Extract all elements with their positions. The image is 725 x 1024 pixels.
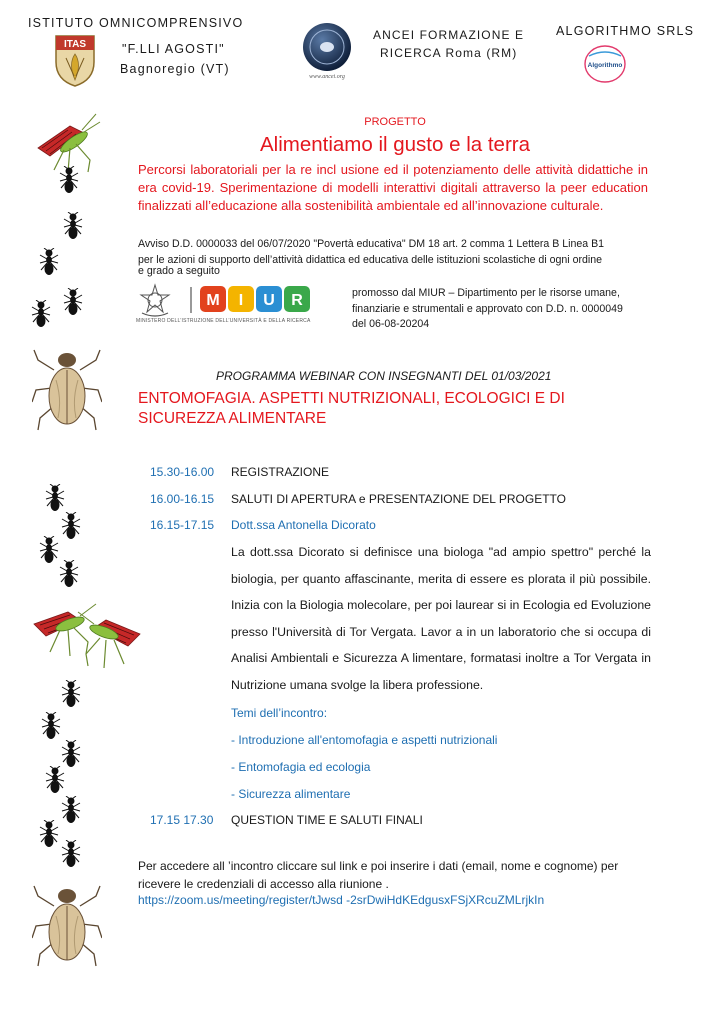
itas-logo-text: ITAS bbox=[63, 39, 87, 50]
ant-icon bbox=[40, 712, 62, 740]
access-instructions: Per accedere all ’incontro cliccare sul link e poi inserire i dati (email, nome e cognome) per ricevere le credenziali di accesso alla riunione . bbox=[138, 859, 619, 891]
project-description: Percorsi laboratoriali per la re incl usione ed il potenziamento delle attività didattiche in era covid-19. Sperimentazione di modelli interattivi digitali attraverso la peer education finalizzati all’educazione alla sostenibilità ambientale ed all’innovazione culturale. bbox=[138, 162, 648, 213]
ant-icon bbox=[38, 248, 60, 276]
avviso-line: Avviso D.D. 0000033 del 06/07/2020 "Povertà educativa" DM 18 art. 2 comma 1 Lettera B Linea B1 bbox=[138, 238, 605, 250]
svg-text:M: M bbox=[206, 292, 220, 309]
algorithmo-logo-text: Algorithmo bbox=[587, 62, 623, 69]
speaker-bio: La dott.ssa Dicorato si definisce una biologa "ad ampio spettro" perché la biologia, per quanto affascinante, merita di essere es plorata il più possibile. Inizia con la Biologia molecolare, per poi laurear si in Ecologia ed Evoluzione presso l'Università di Tor Vergata. Lavor a in un laboratorio che si occupa di Analisi Ambientali e Sicurezza A limentare, formatasi inoltre a Tor Vergata in Nutrizione umana svolge la libera professione. bbox=[231, 545, 651, 692]
svg-text:R: R bbox=[291, 292, 303, 309]
algorithmo-logo bbox=[583, 44, 627, 84]
project-title: Alimentiamo il gusto e la terra bbox=[259, 133, 531, 156]
ancei-logo bbox=[300, 22, 354, 80]
svg-text:U: U bbox=[263, 292, 275, 309]
project-label: PROGETTO bbox=[364, 116, 426, 128]
ant-icon bbox=[62, 212, 84, 240]
promosso-line: del 06-08-20204 bbox=[352, 318, 430, 331]
ant-icon bbox=[44, 766, 66, 794]
school-name-line2: "F.LLI AGOSTI" bbox=[122, 42, 225, 56]
ant-icon bbox=[60, 680, 82, 708]
ant-icon bbox=[60, 796, 82, 824]
program-title: PROGRAMMA WEBINAR CON INSEGNANTI DEL 01/03/2021 bbox=[216, 369, 552, 383]
speaker-name: Dott.ssa Antonella Dicorato bbox=[231, 518, 376, 532]
beetle-icon bbox=[32, 340, 102, 432]
schedule-time: 17.15 17.30 bbox=[150, 813, 214, 827]
ant-icon bbox=[58, 166, 80, 194]
ant-icon bbox=[58, 560, 80, 588]
topic-item: - Sicurezza alimentare bbox=[231, 787, 351, 801]
ant-icon bbox=[38, 820, 60, 848]
schedule-time: 16.15-17.15 bbox=[150, 518, 215, 532]
promosso-line: finanziarie e strumentali e approvato con D.D. n. 0000049 bbox=[352, 302, 623, 315]
ancei-name-line2: RICERCA Roma (RM) bbox=[380, 46, 518, 60]
topic-item: - Entomofagia ed ecologia bbox=[231, 760, 371, 774]
avviso-line: e grado a seguito bbox=[138, 265, 220, 278]
zoom-registration-link[interactable]: https://zoom.us/meeting/register/tJwsd -2srDwiHdKEdgusxFSjXRcuZMLrjkIn bbox=[138, 893, 545, 907]
itas-logo bbox=[52, 34, 98, 88]
ancei-logo-url: www.ancei.org bbox=[309, 74, 345, 80]
header bbox=[0, 0, 725, 100]
school-location: Bagnoregio (VT) bbox=[120, 62, 230, 76]
promosso-block bbox=[352, 286, 623, 333]
webinar-topic: ENTOMOFAGIA. ASPETTI NUTRIZIONALI, ECOLOGICI E DI SICUREZZA ALIMENTARE bbox=[138, 390, 565, 427]
schedule-time: 15.30-16.00 bbox=[150, 465, 215, 479]
topics-title: Temi dell’incontro: bbox=[231, 706, 328, 720]
ant-icon bbox=[44, 484, 66, 512]
ancei-name-line1: ANCEI FORMAZIONE E bbox=[373, 28, 525, 42]
schedule-time: 16.00-16.15 bbox=[150, 492, 215, 506]
ant-icon bbox=[62, 288, 84, 316]
school-name-line1: ISTITUTO OMNICOMPRENSIVO bbox=[28, 16, 244, 30]
ant-icon bbox=[30, 300, 52, 328]
promosso-line: promosso dal MIUR – Dipartimento per le risorse umane, bbox=[352, 287, 620, 299]
ant-icon bbox=[60, 840, 82, 868]
ant-icon bbox=[60, 740, 82, 768]
avviso-block bbox=[138, 237, 604, 280]
ant-icon bbox=[38, 536, 60, 564]
ministry-emblem bbox=[138, 283, 172, 317]
beetle-icon bbox=[32, 876, 102, 968]
schedule-text: SALUTI DI APERTURA e PRESENTAZIONE DEL PROGETTO bbox=[231, 492, 566, 506]
grasshopper-icon bbox=[66, 604, 150, 676]
topic-item: - Introduzione all'entomofagia e aspetti nutrizionali bbox=[231, 733, 498, 747]
algorithmo-name: ALGORITHMO SRLS bbox=[556, 24, 695, 38]
miur-logo bbox=[190, 284, 324, 314]
ministry-caption: MINISTERO DELL’ISTRUZIONE DELL’UNIVERSITÀ E DELLA RICERCA bbox=[136, 318, 311, 324]
svg-text:I: I bbox=[238, 292, 244, 309]
schedule-text: REGISTRAZIONE bbox=[231, 465, 330, 479]
avviso-line: per le azioni di supporto dell’attività didattica ed educativa delle istituzioni scolastiche di ogni ordine bbox=[138, 253, 603, 266]
ant-icon bbox=[60, 512, 82, 540]
schedule-text: QUESTION TIME E SALUTI FINALI bbox=[231, 813, 423, 827]
